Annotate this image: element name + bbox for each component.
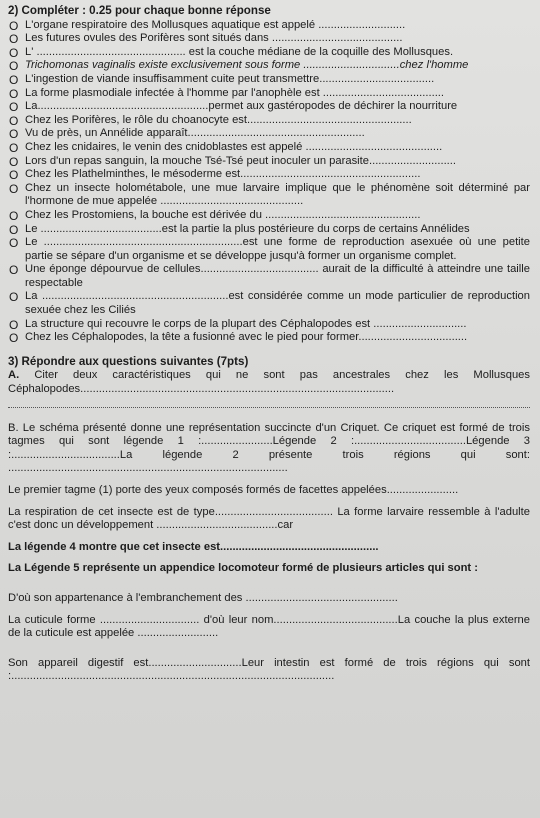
section-2-title: 2) Compléter : 0.25 pour chaque bonne réponse <box>8 4 271 17</box>
item-text: Trichomonas vaginalis existe exclusivement sous forme ...............................chez l'homme <box>25 59 469 72</box>
fill-in-item <box>8 223 530 237</box>
item-text: Chez les Céphalopodes, la tête a fusionné avec le pied pour former................................... <box>25 331 468 344</box>
answer-line <box>8 397 530 408</box>
item-text: Une éponge dépourvue de cellules...................................... aurait de la difficulté à atteindre une taille respectable <box>25 263 530 289</box>
item-text: Chez les Prostomiens, la bouche est dérivée du .................................................. <box>25 208 421 221</box>
bullet-circle-icon: O <box>9 181 19 196</box>
item-text: Les futures ovules des Porifères sont situés dans .......................................... <box>25 32 403 45</box>
item-text: Chez les Plathelminthes, le mésoderme est.......................................................... <box>25 168 421 181</box>
question-b-paragraph: Le premier tagme (1) porte des yeux composés formés de facettes appelées....................... <box>8 484 459 496</box>
bullet-circle-icon: O <box>9 113 19 128</box>
question-b-paragraph: La respiration de cet insecte est de type...................................... La forme larvaire ressemble à l'adulte c'est donc un développement .......................................car <box>8 505 530 532</box>
item-text: La ............................................................est considérée comme un mode particulier de reproduction sexuée chez les Ciliés <box>25 290 530 317</box>
fill-in-item <box>8 263 530 290</box>
fill-in-item <box>8 46 530 60</box>
bullet-circle-icon: O <box>9 59 19 74</box>
item-text: L' ................................................ est la couche médiane de la coquille des Mollusques. <box>25 45 454 58</box>
bullet-circle-icon: O <box>9 236 19 251</box>
item-text: Chez les cnidaires, le venin des cnidoblastes est appelé ............................................ <box>25 140 443 153</box>
bullet-circle-icon: O <box>9 86 19 101</box>
question-b-paragraph: Son appareil digestif est..............................Leur intestin est formé de trois régions qui sont :........................................................................................................ <box>8 656 530 683</box>
bullet-circle-icon: O <box>9 140 19 155</box>
item-text: La forme plasmodiale infectée à l'homme par l'anophèle est ....................................... <box>25 86 445 99</box>
spacer <box>8 684 530 692</box>
bullet-circle-icon: O <box>9 263 19 278</box>
bullet-circle-icon: O <box>9 168 19 183</box>
fill-in-item <box>8 209 530 223</box>
fill-in-item <box>8 331 530 345</box>
section-2-list <box>8 19 530 345</box>
fill-in-item <box>8 87 530 101</box>
item-text: Le .......................................est la partie la plus postérieure du corps de certains Annélides <box>25 222 470 235</box>
spacer <box>8 476 530 484</box>
bullet-circle-icon: O <box>9 127 19 142</box>
bullet-circle-icon: O <box>9 100 19 115</box>
spacer <box>8 554 530 562</box>
question-b-paragraph: La légende 4 montre que cet insecte est................................................... <box>8 540 379 553</box>
fill-in-item <box>8 168 530 182</box>
item-text: L'organe respiratoire des Mollusques aquatique est appelé ............................ <box>25 18 406 31</box>
bullet-circle-icon: O <box>9 222 19 237</box>
bullet-circle-icon: O <box>9 154 19 169</box>
fill-in-item <box>8 73 530 87</box>
fill-in-item <box>8 141 530 155</box>
fill-in-item <box>8 236 530 263</box>
question-b-paragraph: B. Le schéma présenté donne une représentation succincte d'un Criquet. Ce criquet est formé de trois tagmes qui sont légende 1 :.......................Légende 2 :....................................Légende 3 :...................................La légende 2 présente trois régions qui sont: .......................................................................................... <box>8 421 530 475</box>
bullet-circle-icon: O <box>9 18 19 33</box>
fill-in-item <box>8 290 530 317</box>
item-text: Chez les Porifères, le rôle du choanocyte est..................................................... <box>25 113 412 126</box>
question-b-paragraph: La Légende 5 représente un appendice locomoteur formé de plusieurs articles qui sont : <box>8 562 478 575</box>
fill-in-item <box>8 59 530 73</box>
bullet-circle-icon: O <box>9 32 19 47</box>
spacer <box>8 641 530 657</box>
question-b-paragraph: D'où son appartenance à l'embranchement des ................................................. <box>8 591 398 604</box>
section-3-title: 3) Répondre aux questions suivantes (7pts) <box>8 354 249 368</box>
item-text: Vu de près, un Annélide apparaît......................................................... <box>25 127 365 140</box>
question-b-paragraph: La cuticule forme ................................ d'où leur nom........................................La couche la plus externe de la cuticule est appelée .......................... <box>8 613 530 640</box>
spacer <box>8 533 530 541</box>
bullet-circle-icon: O <box>9 72 19 87</box>
fill-in-item <box>8 19 530 33</box>
question-a-text: Citer deux caractéristiques qui ne sont pas ancestrales chez les Mollusques Céphalopodes..................................................................................................... <box>8 369 530 396</box>
question-a <box>8 369 530 396</box>
bullet-circle-icon: O <box>9 317 19 332</box>
fill-in-item <box>8 127 530 141</box>
fill-in-item <box>8 318 530 332</box>
item-text: Le ................................................................est une forme de reproduction asexuée où une petite partie se sépare d'un organisme et se développe jusqu'à former un organisme complet. <box>25 236 530 262</box>
bullet-circle-icon: O <box>9 208 19 223</box>
question-b <box>8 422 530 692</box>
spacer <box>8 498 530 506</box>
spacer <box>8 606 530 614</box>
bullet-circle-icon: O <box>9 45 19 60</box>
fill-in-item <box>8 32 530 46</box>
item-text: Lors d'un repas sanguin, la mouche Tsé-Tsé peut inoculer un parasite............................ <box>25 154 457 167</box>
spacer <box>8 345 530 355</box>
bullet-circle-icon: O <box>9 331 19 346</box>
fill-in-item <box>8 114 530 128</box>
fill-in-item <box>8 155 530 169</box>
bullet-circle-icon: O <box>9 290 19 305</box>
item-text: L'ingestion de viande insuffisamment cuite peut transmettre..................................... <box>25 72 435 85</box>
spacer <box>8 412 530 422</box>
item-text: La structure qui recouvre le corps de la plupart des Céphalopodes est .............................. <box>25 317 467 330</box>
item-text: Chez un insecte holométabole, une mue larvaire implique que le phénomène soit déterminé par l'hormone de mue appelée .............................................. <box>25 181 530 208</box>
fill-in-item <box>8 182 530 209</box>
spacer <box>8 576 530 592</box>
fill-in-item <box>8 100 530 114</box>
item-text: La.......................................................permet aux gastéropodes de déchirer la nourriture <box>25 100 458 113</box>
question-a-label: A. <box>8 369 20 382</box>
